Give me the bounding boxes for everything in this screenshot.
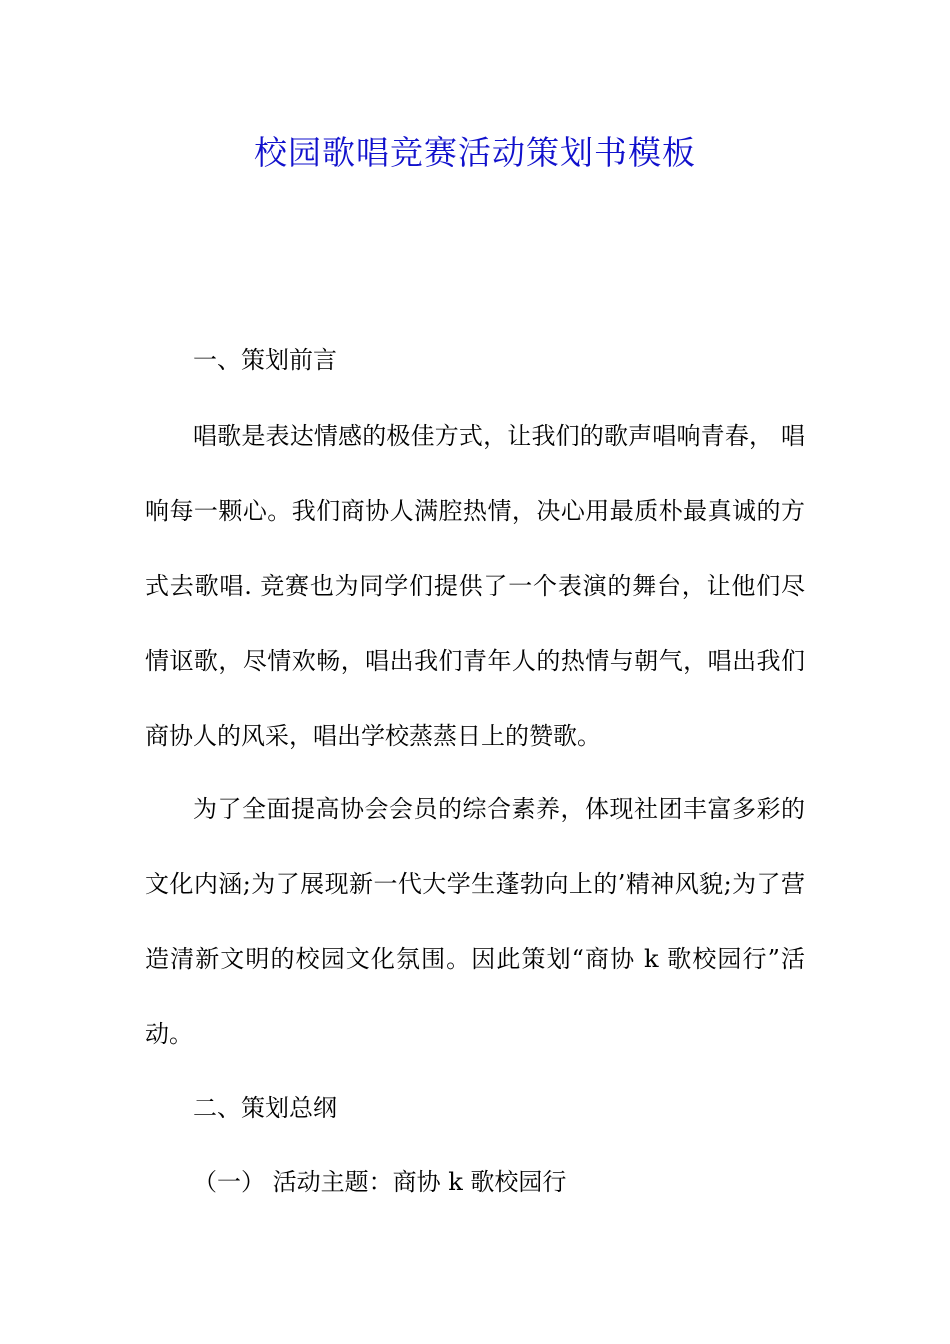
paragraph-line: 情讴歌，尽情欢畅，唱出我们青年人的热情与朝气，唱出我们 bbox=[145, 647, 805, 675]
paragraph-line: 为了全面提高协会会员的综合素养，体现社团丰富多彩的 bbox=[193, 795, 805, 823]
section-heading-2: 二、策划总纲 bbox=[193, 1094, 337, 1122]
paragraph-line: 商协人的风采，唱出学校蒸蒸日上的赞歌。 bbox=[145, 722, 601, 750]
paragraph-line: 文化内涵;为了展现新一代大学生蓬勃向上的’精神风貌;为了营 bbox=[145, 870, 805, 898]
section-heading-1: 一、策划前言 bbox=[193, 346, 337, 374]
paragraph-line: 唱歌是表达情感的极佳方式，让我们的歌声唱响青春， 唱 bbox=[193, 422, 805, 450]
paragraph-line: 造清新文明的校园文化氛围。因此策划“商协 k 歌校园行”活 bbox=[145, 945, 805, 973]
paragraph-line: 响每一颗心。我们商协人满腔热情，决心用最质朴最真诚的方 bbox=[145, 497, 805, 525]
document-title: 校园歌唱竞赛活动策划书模板 bbox=[254, 133, 696, 172]
paragraph-line: 式去歌唱. 竞赛也为同学们提供了一个表演的舞台，让他们尽 bbox=[145, 572, 805, 600]
subsection-heading: （一） 活动主题：商协 k 歌校园行 bbox=[193, 1168, 567, 1196]
paragraph-line: 动。 bbox=[145, 1020, 193, 1048]
